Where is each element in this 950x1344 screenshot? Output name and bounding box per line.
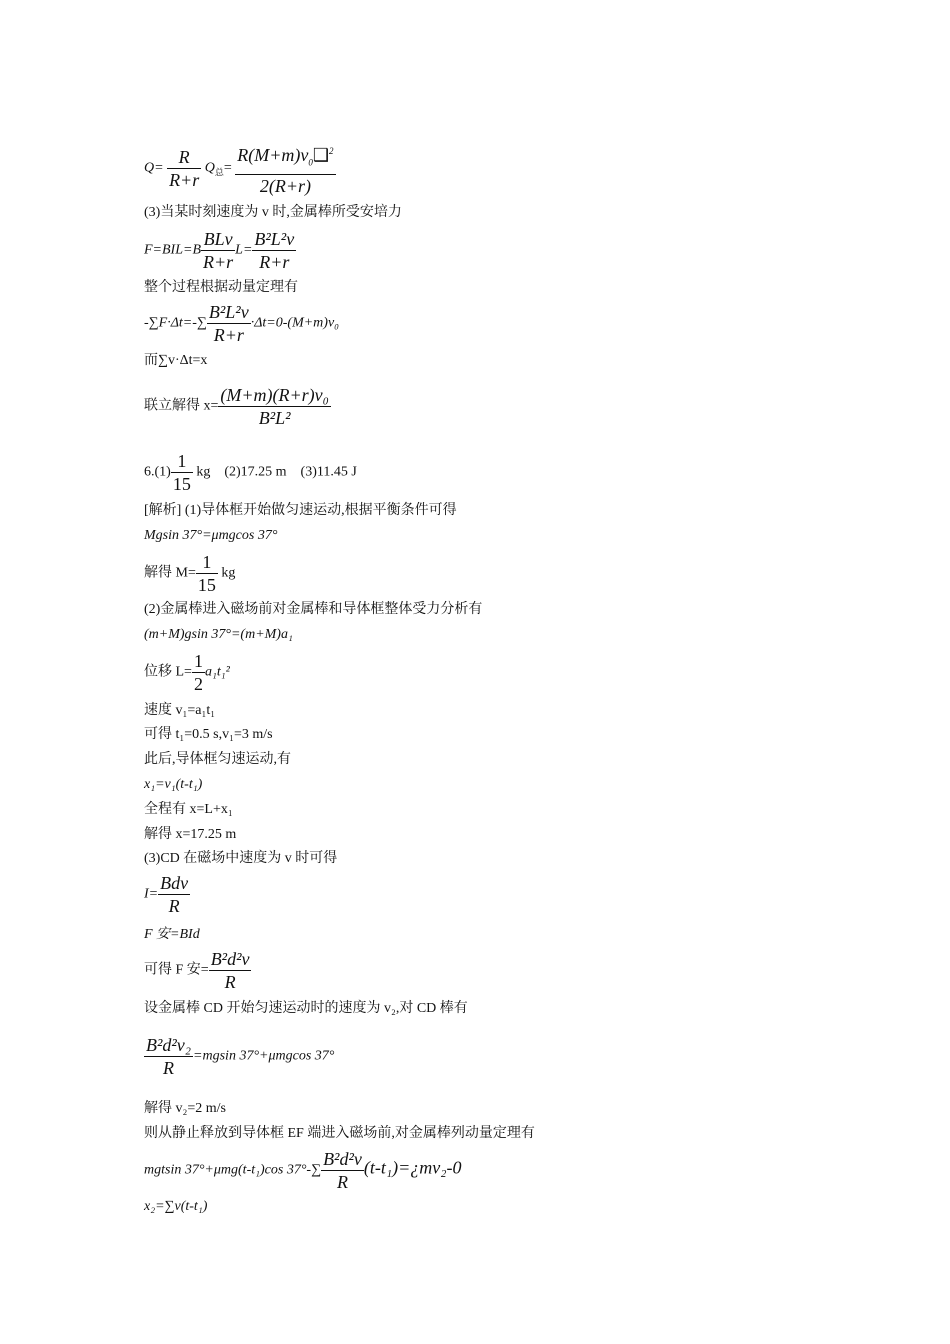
- getF-fraction: [209, 948, 252, 993]
- sum-f-den: R+r: [213, 325, 244, 345]
- disp-prefix: 位移 L=: [144, 664, 192, 680]
- q-f2-num: R(M+m)v: [237, 145, 309, 165]
- v2-formula: [144, 1034, 334, 1079]
- v2-den: R: [163, 1058, 175, 1078]
- F-ampere-text: F 安=BId: [144, 927, 200, 942]
- I-fraction: [158, 872, 190, 917]
- part3b-text: (3)CD 在磁场中速度为 v 时可得: [144, 851, 338, 866]
- solveM-num: 1: [196, 551, 218, 574]
- solveM-prefix: 解得 M=: [144, 565, 196, 581]
- force-formula: [144, 228, 296, 273]
- solve-x-formula: [144, 384, 331, 429]
- x1-text: x₁=v₁(t-t₁): [144, 777, 203, 792]
- disp-suffix: a₁t₁²: [204, 664, 230, 680]
- getF-formula: [144, 948, 251, 993]
- solveM-den: 15: [197, 575, 216, 595]
- v2-fraction: [144, 1034, 193, 1079]
- getF-num: B²d²v: [210, 949, 250, 969]
- solve-num: (M+m)(R+r)v₀: [220, 385, 329, 405]
- momentum2-formula: [144, 1148, 461, 1193]
- q-f1-num: R: [167, 146, 201, 169]
- solve-fraction: [218, 384, 331, 429]
- solveM-suffix: kg: [217, 565, 236, 581]
- getF-den: R: [224, 972, 236, 992]
- I-formula: [144, 872, 190, 917]
- force-f1-den: R+r: [203, 252, 234, 272]
- q-prefix: Q=: [144, 160, 164, 176]
- force-f1-num: BLv: [201, 228, 235, 251]
- balance-eq: Mgsin 37°=μmgcos 37°: [144, 528, 278, 543]
- mom2-num: B²d²v: [323, 1149, 362, 1169]
- sum-prefix: -∑F·Δt=-∑: [144, 315, 207, 331]
- momentum-text: 整个过程根据动量定理有: [144, 280, 298, 295]
- set-text: 设金属棒 CD 开始匀速运动时的速度为 v₂,对 CD 棒有: [144, 1001, 468, 1016]
- I-prefix: I=: [144, 886, 159, 902]
- force-mid: L=: [235, 242, 253, 258]
- ans6-prefix: 6.(1): [144, 464, 171, 480]
- q-fraction-1: [167, 146, 201, 191]
- x2-text: x₂=∑v(t-t₁): [144, 1199, 208, 1214]
- q-formula: [144, 140, 336, 197]
- force-fraction-1: [201, 228, 235, 273]
- q-f2-box: ❑: [312, 145, 330, 165]
- part2-text: (2)金属棒进入磁场前对金属棒和导体框整体受力分析有: [144, 602, 483, 617]
- q-eq: =: [223, 160, 232, 176]
- I-num: Bdv: [160, 873, 189, 893]
- disp-den: 2: [193, 674, 203, 694]
- part2-eq: (m+M)gsin 37°=(m+M)a₁: [144, 627, 293, 642]
- disp-fraction: [192, 650, 205, 695]
- v2-num: B²d²v₂: [146, 1035, 192, 1055]
- ans6-den: 15: [172, 474, 191, 494]
- sum-v-text: 而∑v·Δt=x: [144, 353, 208, 368]
- q-f1-den: R+r: [169, 169, 200, 190]
- mom2-suffix: (t-t₁)=¿mv₂-0: [363, 1157, 462, 1178]
- ans6-num: 1: [171, 450, 193, 473]
- force-prefix: F=BIL=B: [144, 242, 201, 258]
- ans6-fraction: [171, 450, 193, 495]
- force-f2-den: R+r: [259, 252, 290, 272]
- v2-suffix: =mgsin 37°+μmgcos 37°: [193, 1048, 335, 1064]
- sum-fraction: [207, 301, 251, 346]
- total-text: 全程有 x=L+x₁: [144, 802, 233, 817]
- sum-suffix: ·Δt=0-(M+m)v₀: [250, 315, 340, 331]
- q-fraction-2: [235, 140, 335, 197]
- displacement: [144, 650, 230, 695]
- solveM-fraction: [196, 551, 218, 596]
- solve-den: B²L²: [258, 408, 291, 428]
- get-text: 可得 t₁=0.5 s,v₁=3 m/s: [144, 727, 273, 742]
- after-text: 此后,导体框匀速运动,有: [144, 752, 291, 767]
- mom2-fraction: [321, 1148, 364, 1193]
- getF-prefix: 可得 F 安=: [144, 962, 209, 978]
- solve-M: [144, 551, 235, 596]
- force-f2-num: B²L²v: [254, 229, 295, 249]
- solvev2-text: 解得 v₂=2 m/s: [144, 1101, 227, 1116]
- then-text: 则从静止释放到导体框 EF 端进入磁场前,对金属棒列动量定理有: [144, 1126, 535, 1141]
- solve-prefix: 联立解得 x=: [144, 398, 219, 414]
- solvex-text: 解得 x=17.25 m: [144, 827, 237, 842]
- q-mid: Q: [204, 160, 215, 176]
- answer-6: [144, 450, 357, 495]
- sum-formula: [144, 301, 339, 346]
- q-mid-sub: 总: [214, 167, 224, 178]
- mom2-prefix: mgtsin 37°+μmg(t-t₁)cos 37°-∑: [144, 1162, 322, 1178]
- q-f2-den: 2(R+r): [259, 175, 311, 196]
- q-f2-sup: 2: [329, 146, 334, 156]
- part3-text: (3)当某时刻速度为 v 时,金属棒所受安培力: [144, 205, 402, 220]
- I-den: R: [168, 896, 180, 916]
- q-f2-num-sub: 0: [308, 157, 313, 168]
- disp-num: 1: [193, 651, 203, 671]
- ans6-suffix: kg (2)17.25 m (3)11.45 J: [192, 464, 357, 480]
- force-fraction-2: [252, 228, 296, 273]
- velocity-text: 速度 v₁=a₁t₁: [144, 703, 216, 718]
- analysis-text: [解析] (1)导体框开始做匀速运动,根据平衡条件可得: [144, 503, 457, 518]
- sum-f-num: B²L²v: [208, 302, 249, 322]
- mom2-den: R: [336, 1172, 348, 1192]
